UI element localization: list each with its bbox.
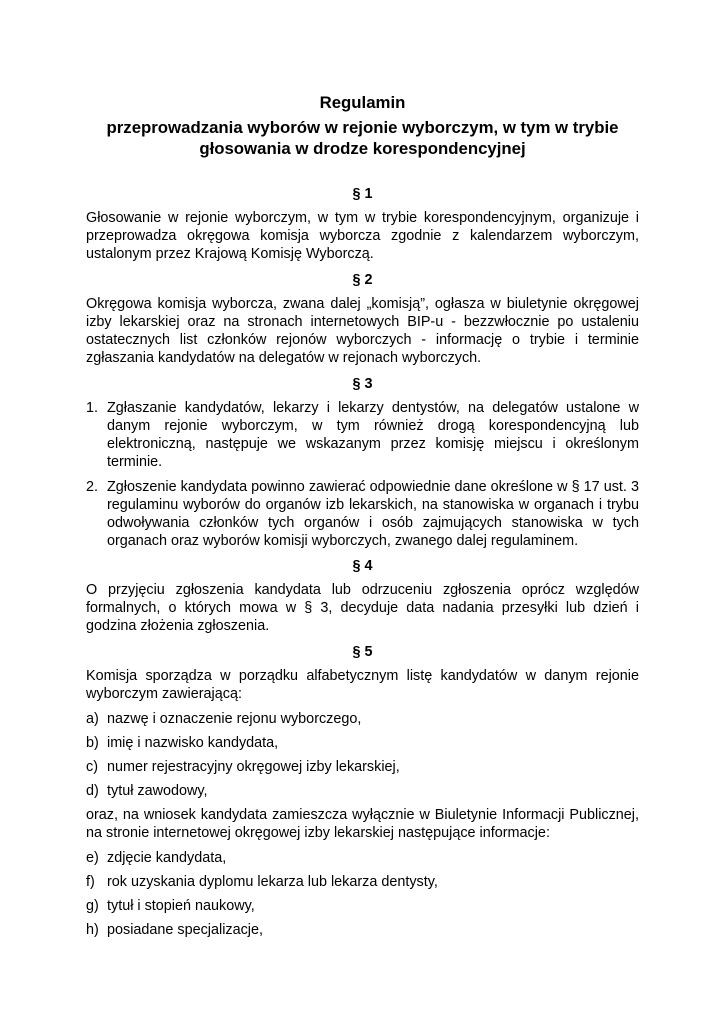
- list-item-marker: d): [86, 783, 99, 799]
- list-item-text: nazwę i oznaczenie rejonu wyborczego,: [107, 711, 362, 727]
- list-item: [86, 399, 639, 471]
- section-4-heading: § 4: [352, 558, 373, 574]
- section-3-heading: § 3: [352, 376, 373, 392]
- list-item: [86, 734, 639, 752]
- list-item-text: Zgłoszenie kandydata powinno zawierać odpowiednie dane określone w § 17 ust. 3 regulaminu wyborów do organów izb lekarskich, na stanowiska w organach i trybu odwoływania członków tych organów i osób zajmujących stanowiska w tych organach oraz wyborów komisji wyborczych, zwanego dalej regulaminem.: [107, 479, 639, 549]
- list-item: [86, 897, 639, 915]
- list-item: [86, 849, 639, 867]
- list-item-text: zdjęcie kandydata,: [107, 850, 227, 866]
- document-title: Regulamin: [319, 93, 406, 112]
- list-item: [86, 782, 639, 800]
- list-item-marker: c): [86, 759, 98, 775]
- list-item-marker: a): [86, 711, 99, 727]
- list-item-text: tytuł zawodowy,: [107, 783, 208, 799]
- list-item: [86, 921, 639, 939]
- list-item: [86, 478, 639, 550]
- list-item-marker: e): [86, 850, 99, 866]
- list-item-text: posiadane specjalizacje,: [107, 922, 263, 938]
- document-subtitle: przeprowadzania wyborów w rejonie wyborczym, w tym w trybie głosowania w drodze korespondencyjnej: [106, 118, 619, 158]
- section-5-list-b: [86, 849, 639, 939]
- list-item-text: Zgłaszanie kandydatów, lekarzy i lekarzy dentystów, na delegatów ustalone w danym rejonie wyborczym, w tym również drogą korespondencyjną lub elektroniczną, następuje we wskazanym przez komisję miejscu i określonym terminie.: [107, 400, 639, 470]
- list-item-marker: g): [86, 898, 99, 914]
- list-item-text: imię i nazwisko kandydata,: [107, 735, 279, 751]
- list-item: [86, 710, 639, 728]
- section-2-heading: § 2: [352, 272, 373, 288]
- list-item-marker: 2.: [86, 479, 99, 495]
- section-5-intro: Komisja sporządza w porządku alfabetycznym listę kandydatów w danym rejonie wyborczym zawierającą:: [86, 668, 639, 702]
- list-item-text: rok uzyskania dyplomu lekarza lub lekarza dentysty,: [107, 874, 438, 890]
- section-4-text: O przyjęciu zgłoszenia kandydata lub odrzuceniu zgłoszenia oprócz względów formalnych, o których mowa w § 3, decyduje data nadania przesyłki lub dzień i godzina złożenia zgłoszenia.: [86, 582, 639, 634]
- list-item-marker: h): [86, 922, 99, 938]
- section-5-list-a: [86, 710, 639, 800]
- list-item: [86, 758, 639, 776]
- list-item-text: numer rejestracyjny okręgowej izby lekarskiej,: [107, 759, 400, 775]
- list-item-marker: b): [86, 735, 99, 751]
- list-item-text: tytuł i stopień naukowy,: [107, 898, 255, 914]
- section-5-heading: § 5: [352, 644, 373, 660]
- section-5-middle: oraz, na wniosek kandydata zamieszcza wyłącznie w Biuletynie Informacji Publicznej, na stronie internetowej okręgowej izby lekarskiej następujące informacje:: [86, 807, 639, 841]
- list-item-marker: 1.: [86, 400, 99, 416]
- section-1-heading: § 1: [352, 186, 373, 202]
- list-item: [86, 873, 639, 891]
- section-1-text: Głosowanie w rejonie wyborczym, w tym w trybie korespondencyjnym, organizuje i przeprowadza okręgowa komisja wyborcza zgodnie z kalendarzem wyborczym, ustalonym przez Krajową Komisję Wyborczą.: [86, 210, 639, 262]
- list-item-marker: f): [86, 874, 95, 890]
- section-2-text: Okręgowa komisja wyborcza, zwana dalej „komisją”, ogłasza w biuletynie okręgowej izby lekarskiej oraz na stronach internetowych BIP-u - bezzwłocznie po ustaleniu ostatecznych list członków rejonów wyborczych - informację o trybie i terminie zgłaszania kandydatów na delegatów w rejonach wyborczych.: [86, 296, 639, 366]
- section-3-list: [86, 399, 639, 550]
